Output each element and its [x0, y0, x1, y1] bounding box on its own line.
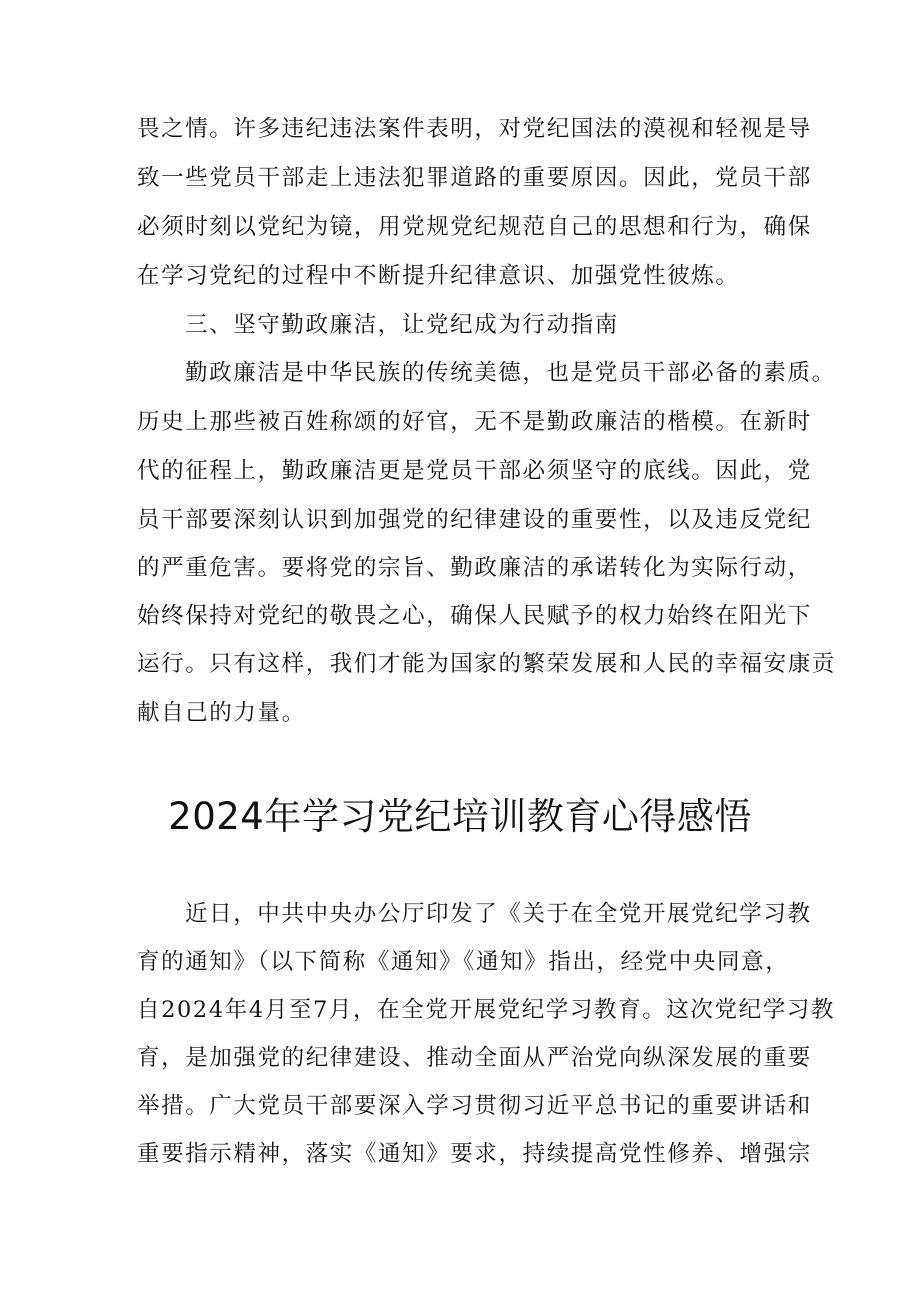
paragraph-line: 在学习党纪的过程中不断提升纪律意识、加强党性彼炼。 — [137, 263, 740, 289]
paragraph-line: 献自己的力量。 — [137, 700, 306, 726]
paragraph-line: 代的征程上，勤政廉洁更是党员干部必须坚守的底线。因此，党 — [137, 458, 812, 484]
paragraph-line: 始终保持对党纪的敬畏之心，确保人民赋予的权力始终在阳光下 — [137, 603, 812, 629]
paragraph-line: 重要指示精神，落实《通知》要求，持续提高党性修养、增强宗 — [137, 1141, 812, 1167]
paragraph-line: 员干部要深刻认识到加强党的纪律建设的重要性，以及违反党纪 — [137, 507, 812, 533]
paragraph-line: 近日，中共中央办公厅印发了《关于在全党开展党纪学习教 — [185, 901, 812, 927]
article-title: 2024年学习党纪培训教育心得感悟 — [168, 795, 752, 838]
paragraph-line: 勤政廉洁是中华民族的传统美德，也是党员干部必备的素质。 — [185, 360, 836, 386]
section-heading: 三、坚守勤政廉洁，让党纪成为行动指南 — [185, 312, 619, 338]
paragraph-line: 育的通知》（以下简称《通知》《通知》指出，经党中央同意， — [137, 949, 790, 975]
paragraph-line: 运行。只有这样，我们才能为国家的繁荣发展和人民的幸福安康贡 — [137, 651, 836, 677]
paragraph-line: 致一些党员干部走上违法犯罪道路的重要原因。因此，党员干部 — [137, 165, 812, 191]
paragraph-line: 畏之情。许多违纪违法案件表明，对党纪国法的漠视和轻视是导 — [137, 116, 812, 142]
paragraph-line: 必须时刻以党纪为镜，用党规党纪规范自己的思想和行为，确保 — [137, 214, 812, 240]
paragraph-line: 自2024年4月至7月，在全党开展党纪学习教育。这次党纪学习教 — [137, 997, 835, 1023]
paragraph-line: 育，是加强党的纪律建设、推动全面从严治党向纵深发展的重要 — [137, 1045, 812, 1071]
paragraph-line: 历史上那些被百姓称颂的好官，无不是勤政廉洁的楷模。在新时 — [137, 409, 812, 435]
paragraph-line: 的严重危害。要将党的宗旨、勤政廉洁的承诺转化为实际行动， — [137, 555, 812, 581]
paragraph-line: 举措。广大党员干部要深入学习贯彻习近平总书记的重要讲话和 — [137, 1093, 812, 1119]
